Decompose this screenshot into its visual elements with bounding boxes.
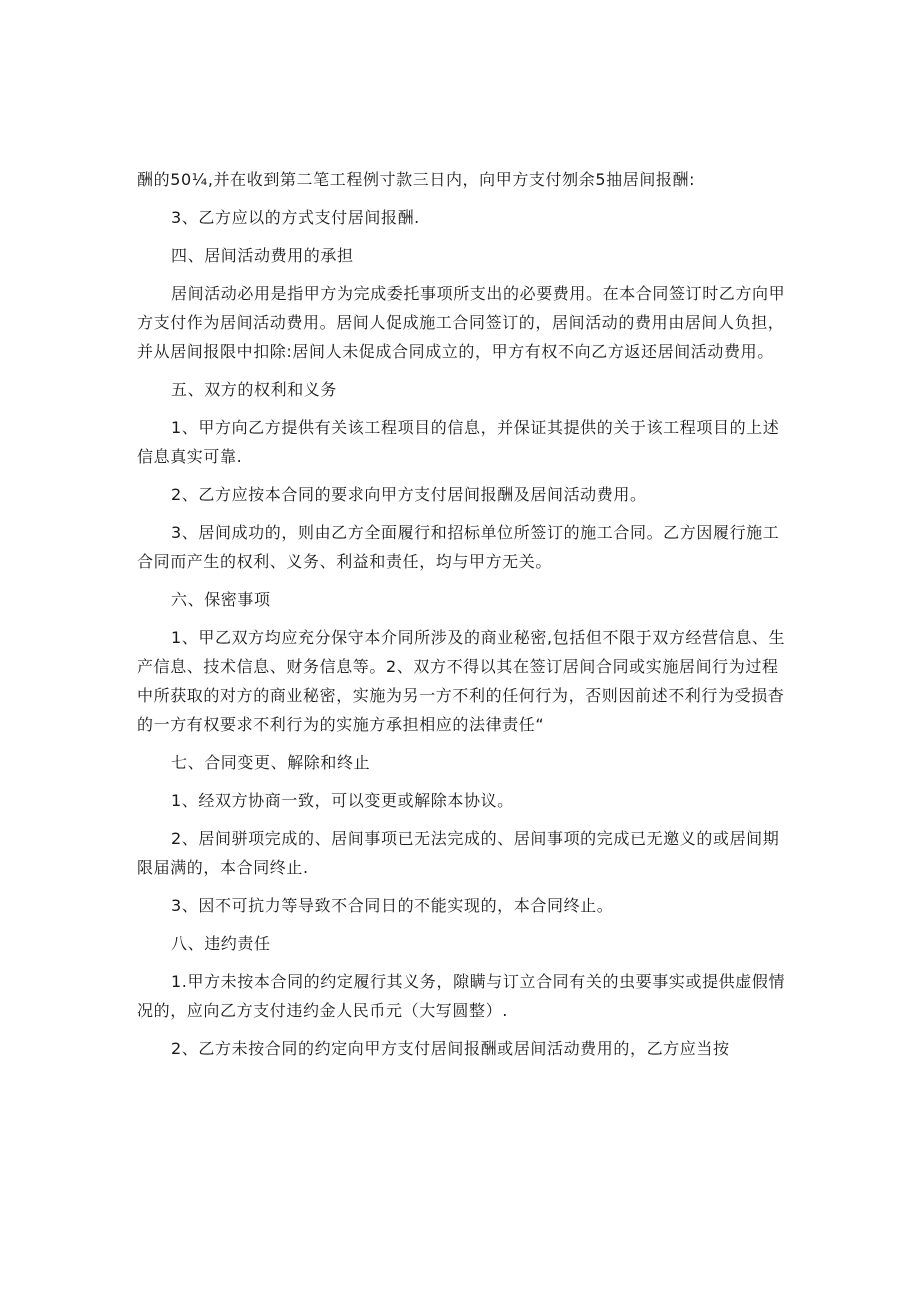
paragraph-confidentiality: 1、甲乙双方均应充分保守本介同所涉及的商业秘密,包括但不限于双方经营信息、生产信息、技术信息、财务信息等。2、双方不得以其在签订居间合同或实施居间行为过程中所获取的对方的商业秘密，实施为另一方不利的任何行为，否则因前述不利行为受损杳的一方有权要求不利行为的实施方承担相应的法律责任“ [137,628,786,734]
paragraph-termination-2: 2、居间骈项完成的、居间事项已无法完成的、居间事项的完成已无邀义的或居间期限届满的，本合同终止. [137,829,780,877]
document-body [137,165,792,1072]
paragraph-payment-method: 3、乙方应以的方式支付居间报酬. [171,208,420,227]
section-heading-7: 七、合同变更、解除和终止 [171,753,371,772]
section-heading-6: 六、保密事项 [171,590,271,609]
paragraph-activity-costs: 居间活动必用是指甲方为完成委托事项所支出的必要费用。在本合同签订时乙方向甲方支付作为居间活动费用。居间人促成施工合同签订的，居间活动的费用由居间人负担，并从居间报限中扣除:居间人未促成合同成立的，甲方有权不向乙方返还居间活动费用。 [137,284,786,361]
paragraph-liability-2: 2、乙方未按合同的约定向甲方支付居间报酬或居间活动费用的，乙方应当按 [171,1039,730,1058]
paragraph-rights-1: 1、甲方向乙方提供有关该工程项目的信息，并保证其提供的关于该工程项目的上述信息真实可靠. [137,418,780,466]
section-heading-5: 五、双方的权利和义务 [171,380,338,399]
paragraph-liability-1: 1.甲方未按本合同的约定履行其义务，隙瞒与订立合同有关的虫要事实或提供虚假情况的，应向乙方支付违约金人民币元（大写圆整）. [137,972,786,1020]
section-heading-4: 四、居间活动费用的承担 [171,246,354,265]
paragraph-termination-3: 3、因不可抗力等导致不合同日的不能实现的，本合同终止。 [171,896,614,915]
paragraph-termination-1: 1、经双方协商一致，可以变更或解除本协议。 [171,791,514,810]
paragraph-rights-2: 2、乙方应按本合同的要求向甲方支付居间报酬及居间活动费用。 [171,485,647,504]
paragraph-remuneration-payment: 酬的50¼,并在收到第二笔工程例寸款三日内，向甲方支付刎余5抽居间报酬: [137,170,696,189]
section-heading-8: 八、违约责任 [171,934,271,953]
paragraph-rights-3: 3、居间成功的，则由乙方全面履行和招标单位所签订的施工合同。乙方因履行施工合同而产生的权利、义务、利益和责任，均与甲方无关。 [137,523,780,571]
